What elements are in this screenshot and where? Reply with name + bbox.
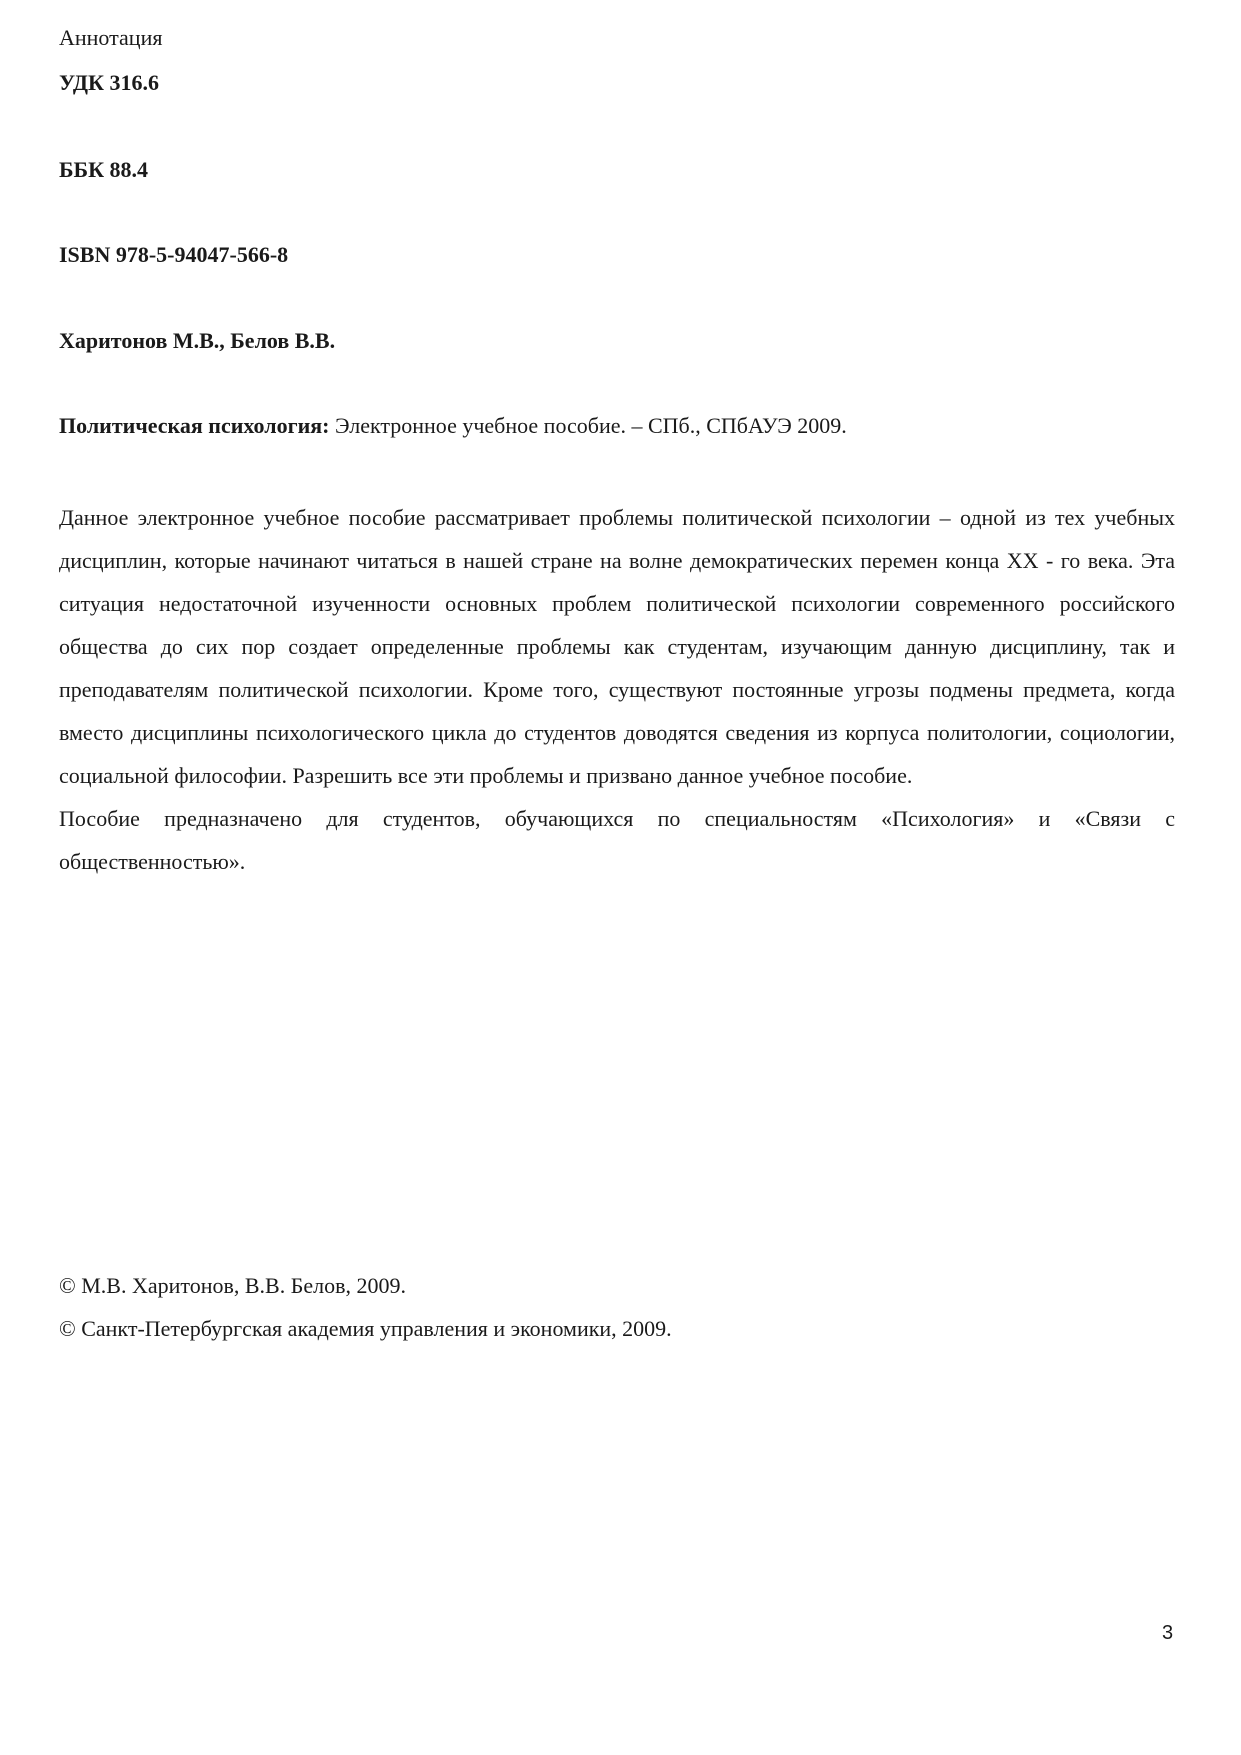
abstract [59,496,1175,883]
page-number: 3 [1162,1622,1174,1644]
abstract-paragraph: Пособие предназначено для студентов, обучающихся по специальностям «Психология» и «Связи с общественностью». [59,806,1175,874]
publication-info: Электронное учебное пособие. – СПб., СПбАУЭ 2009. [329,413,847,438]
authors-line: Харитонов М.В., Белов В.В. [59,328,336,353]
annotation-heading: Аннотация [59,25,163,50]
citation-line [59,412,847,440]
copyright-academy: © Санкт-Петербургская академия управления и экономики, 2009. [59,1316,672,1341]
isbn-code: ISBN 978-5-94047-566-8 [59,242,289,267]
abstract-paragraph: Данное электронное учебное пособие рассматривает проблемы политической психологии – одной из тех учебных дисциплин, которые начинают читаться в нашей стране на волне демократических перемен конца XX - го века. Эта ситуация недостаточной изученности основных проблем политической психологии современного российского общества до сих пор создает определенные проблемы как студентам, изучающим данную дисциплину, так и преподавателям политической психологии. Кроме того, существуют постоянные угрозы подмены предмета, когда вместо дисциплины психологического цикла до студентов доводятся сведения из корпуса политологии, социологии, социальной философии. Разрешить все эти проблемы и призвано данное учебное пособие. [59,505,1175,788]
bbk-code: ББК 88.4 [59,157,149,182]
copyright-authors: © М.В. Харитонов, В.В. Белов, 2009. [59,1273,406,1298]
book-title: Политическая психология: [59,413,330,438]
udk-code: УДК 316.6 [59,70,160,95]
